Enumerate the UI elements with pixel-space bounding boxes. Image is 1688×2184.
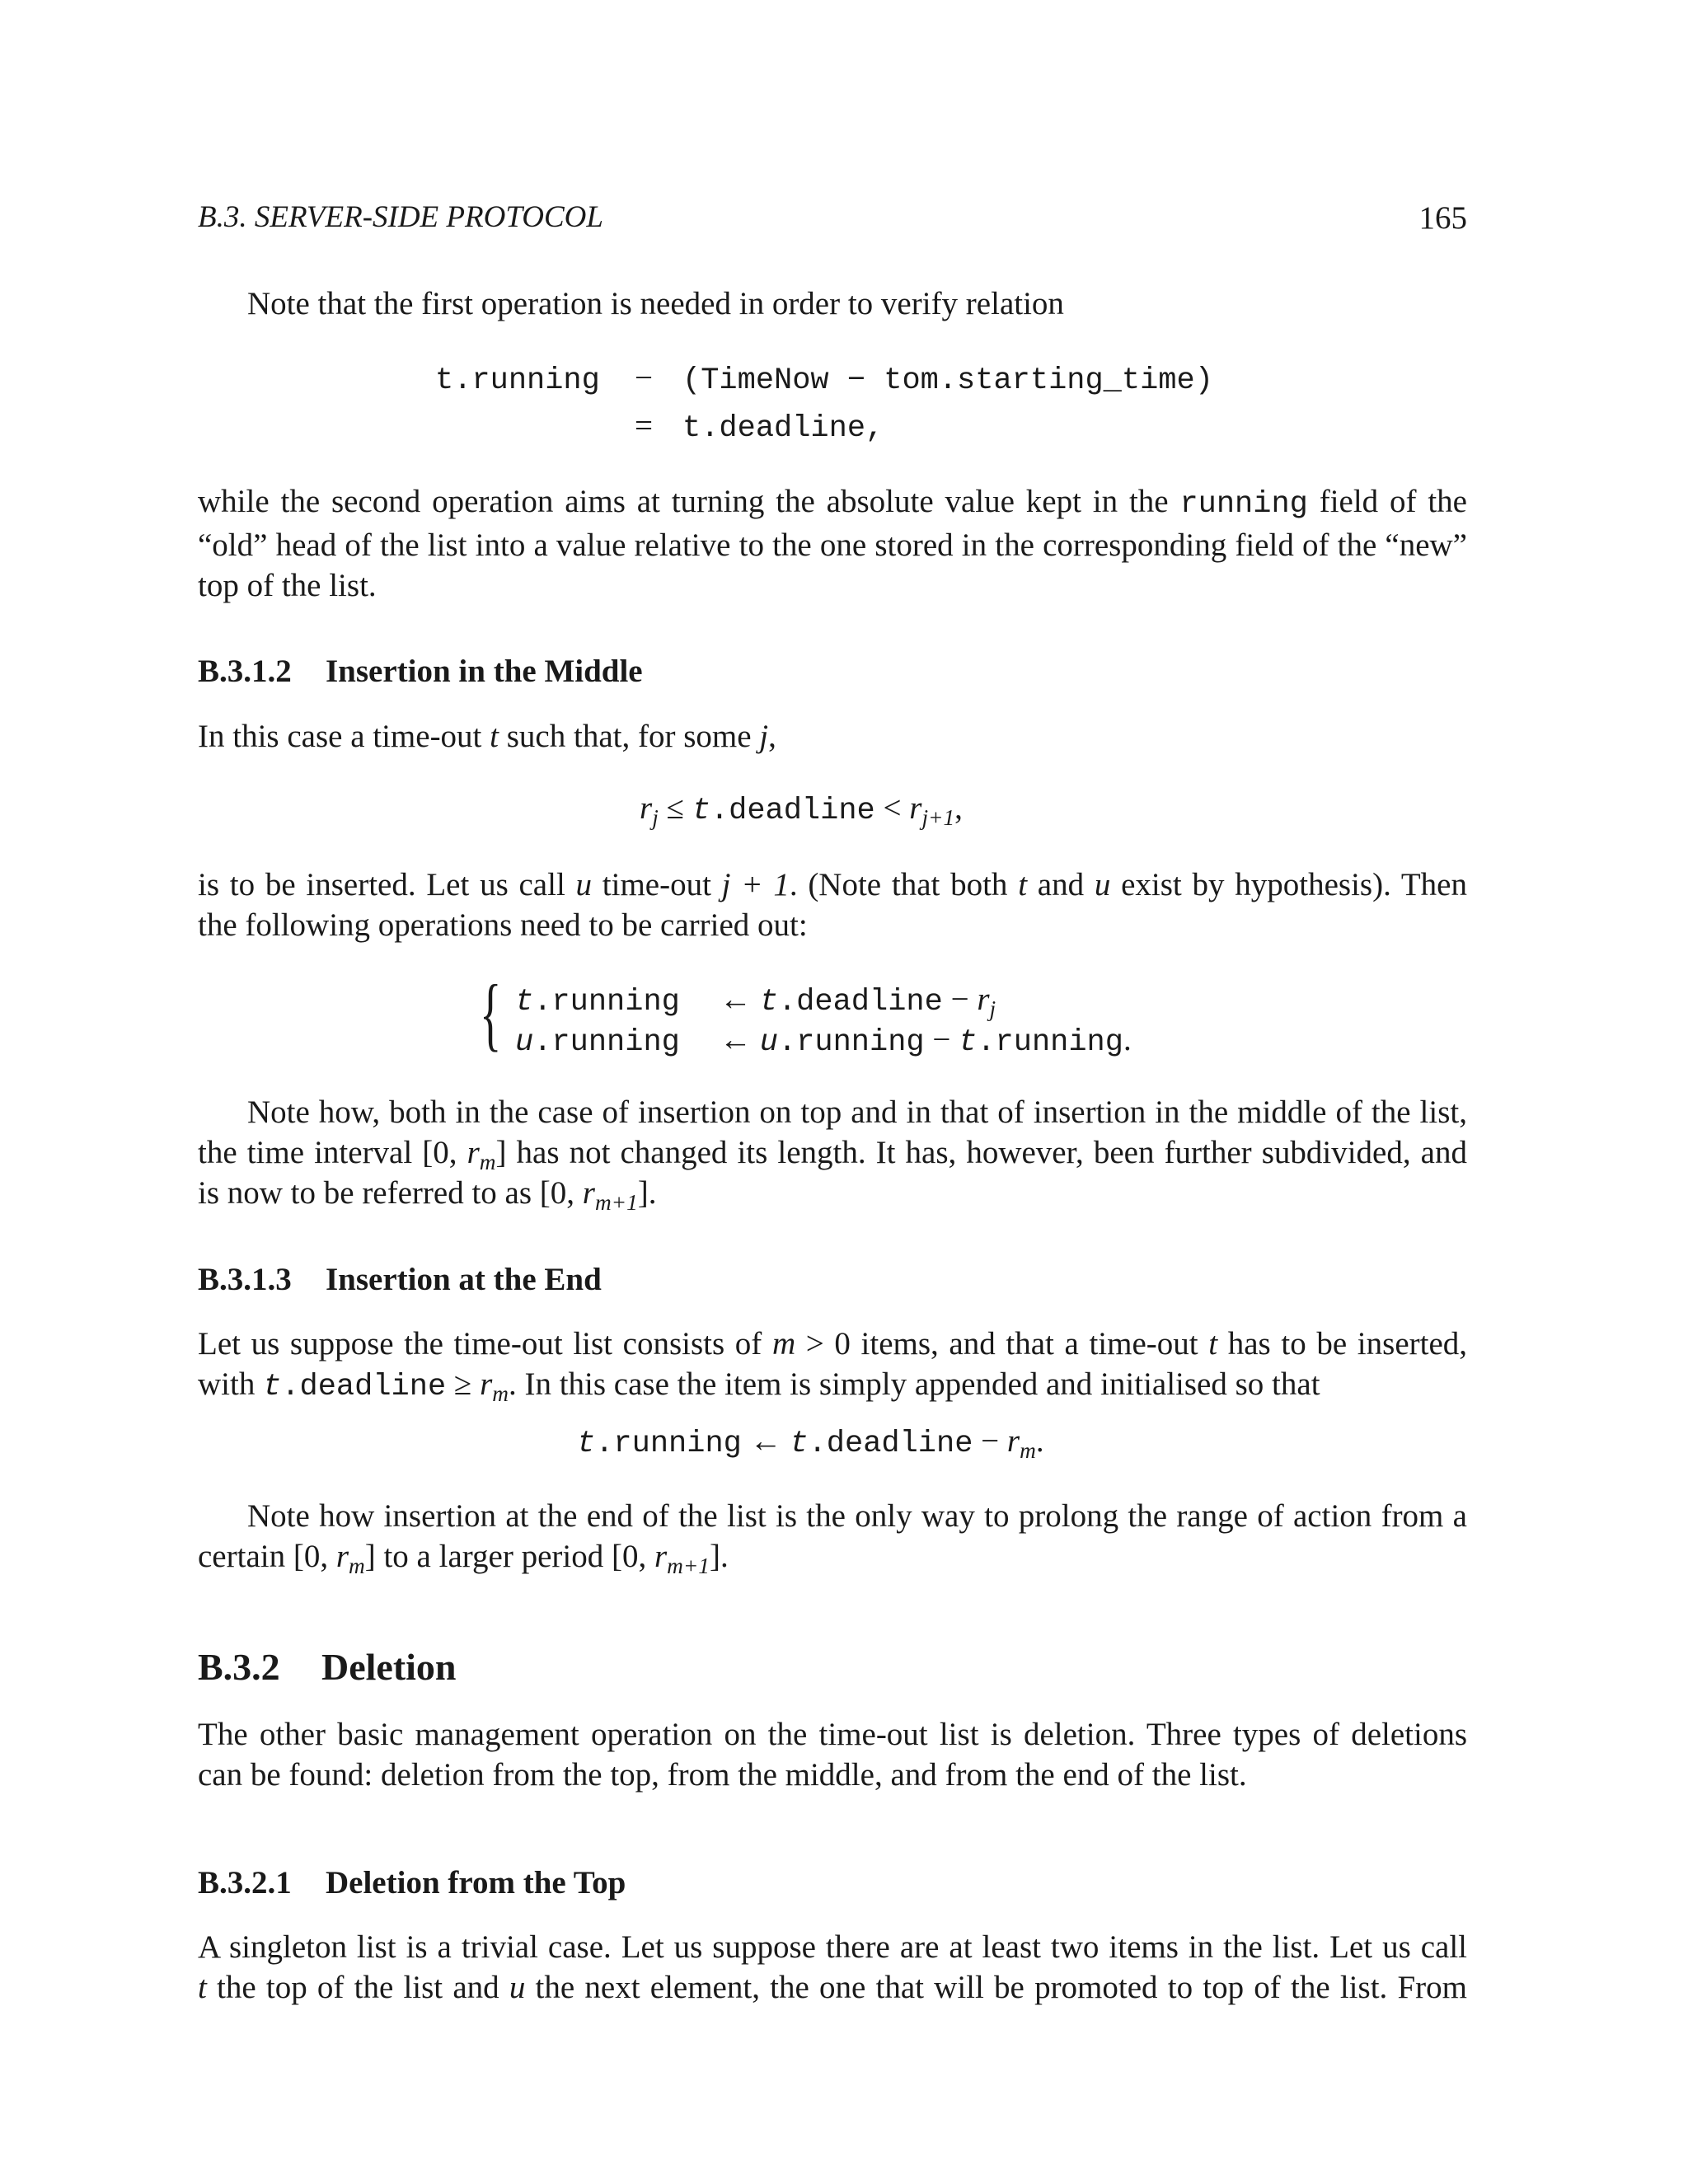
running-header <box>198 199 1467 241</box>
section-heading-b32: B.3.2 Deletion <box>198 1646 457 1688</box>
left-brace: { <box>480 968 502 1059</box>
paragraph-insertion-end: Let us suppose the time-out list consists of m > 0 items, and that a time-out t has to be inserted, with t.deadline ≥ $r_m$. In this case the item is simply appended and initialised so that <box>198 1326 1468 1407</box>
paragraph-deletion-top: A singleton list is a trivial case. Let us suppose there are at least two items in the list. Let us call t the top of the list and u the next element, the one that will be promoted to top of the list. From <box>198 1929 1467 2005</box>
equation-minus: − <box>635 360 653 396</box>
equation-system-row2: u.running <box>515 1025 680 1060</box>
equation-system-row1: t.running <box>515 985 680 1019</box>
paragraph-let-us-call: is to be inserted. Let us call u time-out j + 1. (Note that both t and u exist by hypothesis). Then the following operations need to be carried out: <box>198 867 1467 943</box>
page-number: 165 <box>1418 200 1467 236</box>
section-heading-b312: B.3.1.2 Insertion in the Middle <box>198 654 643 689</box>
equation-system-row1-rhs: ← t.deadline − $r_j$ <box>720 982 996 1022</box>
equation-system-row2-rhs: ← u.running − t.running. <box>720 1022 1132 1060</box>
equation-rhs-line1: (TimeNow − tom.starting_time) <box>682 363 1213 398</box>
equation-rhs-line2: t.deadline, <box>682 411 884 446</box>
paragraph-intro <box>198 284 1467 324</box>
paragraph-deletion: The other basic management operation on the time-out list is deletion. Three types of deletions can be found: deletion from the top, from the middle, and from the end of the list. <box>198 1717 1467 1793</box>
paragraph-note-prolong: Note how insertion at the end of the list is the only way to prolong the range of action from a certain [0, $r_m$] to a larger period [0, $r_{m+1}$]. <box>198 1498 1467 1579</box>
paragraph-second-operation: while the second operation aims at turning the absolute value kept in the running field of the “old” head of the list into a value relative to the one stored in the corresponding field of the “new” top of the list. <box>198 484 1467 603</box>
section-heading-b321: B.3.2.1 Deletion from the Top <box>198 1865 626 1900</box>
code-running: running <box>1179 487 1308 522</box>
eq-lhs: t.running <box>435 363 600 398</box>
equation-relation <box>435 359 600 398</box>
running-title: B.3. SERVER-SIDE PROTOCOL <box>198 200 603 234</box>
equation-equals: = <box>635 408 653 443</box>
paragraph-text: Note that the first operation is needed in order to verify relation <box>247 286 1064 321</box>
equation-append: t.running ← t.deadline − $r_m$. <box>577 1423 1044 1464</box>
equation-bounds: $r_j$ ≤ t.deadline < $r_{j+1}$, <box>640 790 963 831</box>
section-heading-b313: B.3.1.3 Insertion at the End <box>198 1262 602 1297</box>
paragraph-note-interval: Note how, both in the case of insertion on top and in that of insertion in the middle of the list, the time interval [0, $r_m$] has not changed its length. It has, however, been further subdivided, and is now to be referred to as [0, $r_{m+1}$]. <box>198 1094 1467 1216</box>
paragraph-insertion-middle: In this case a time-out t such that, for some j, <box>198 719 776 754</box>
